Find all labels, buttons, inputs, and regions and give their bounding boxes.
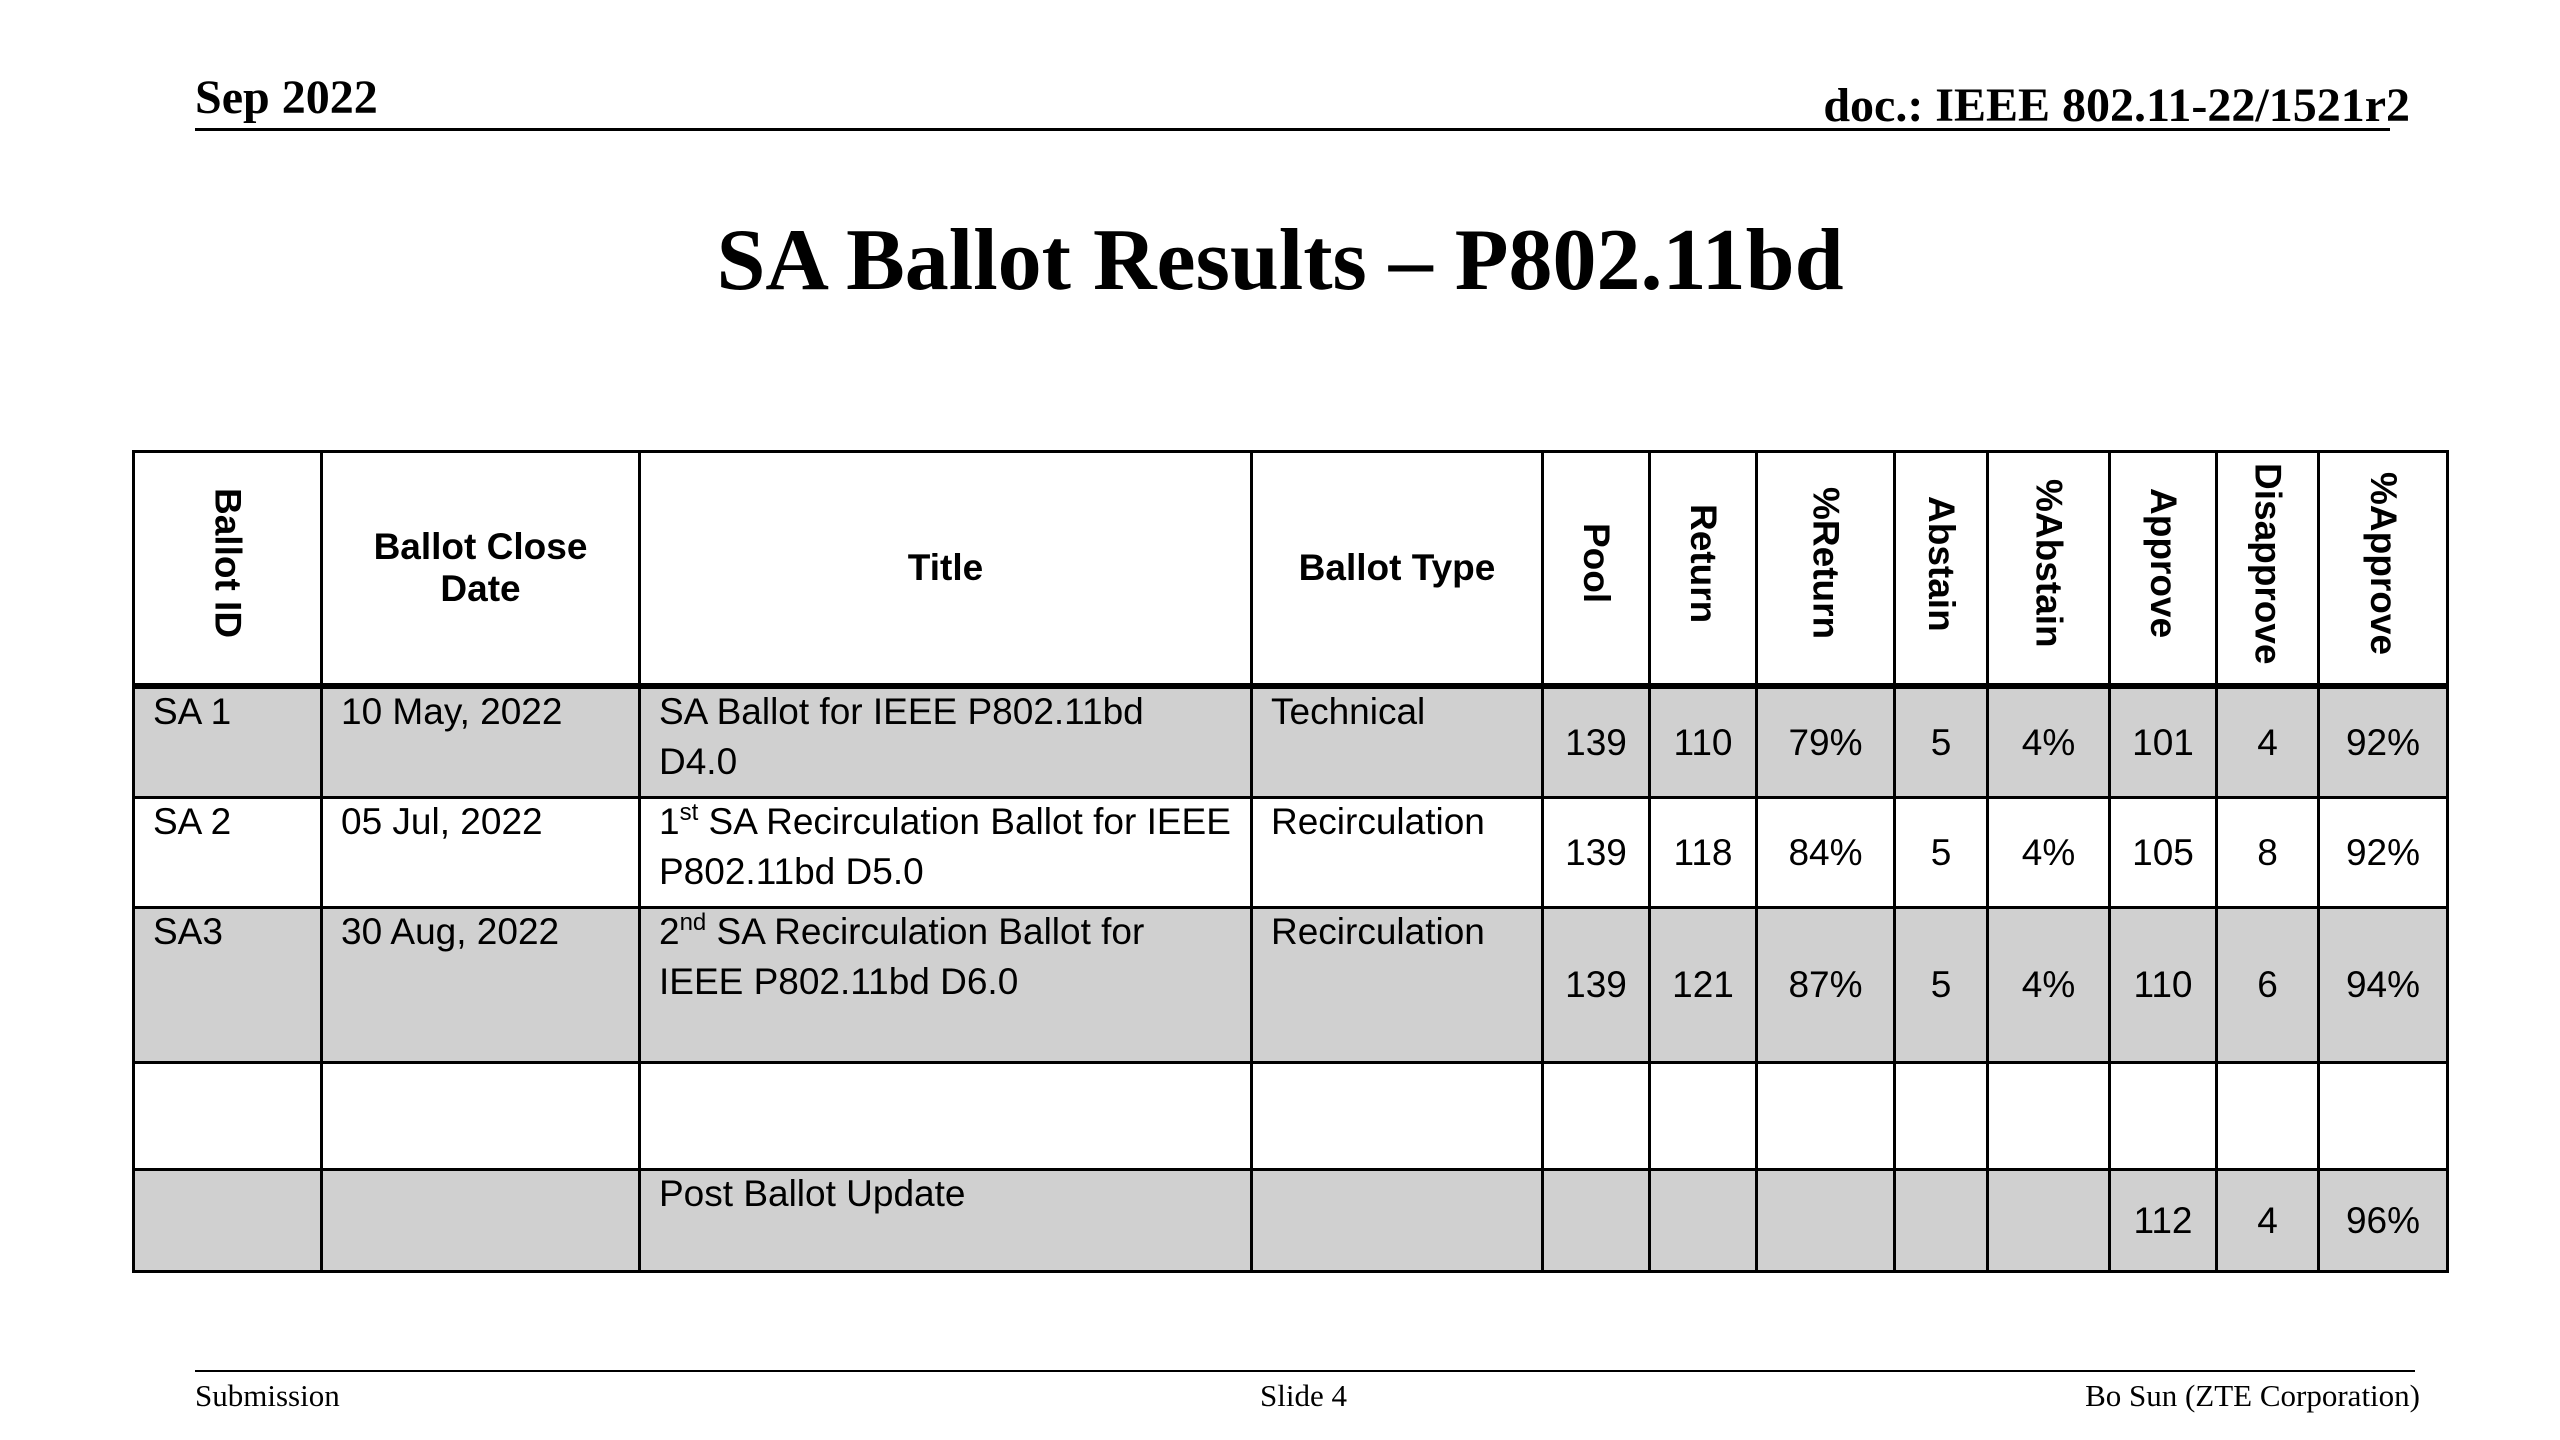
header-date: Sep 2022 [195,71,378,124]
cell-pct-abstain [1988,1170,2110,1272]
cell-pool: 139 [1543,798,1650,908]
cell-pct-approve: 92% [2319,686,2448,798]
cell-pct-return [1757,1170,1895,1272]
cell-title [640,1170,1252,1272]
table-header-row [134,452,2448,687]
cell-pct-abstain: 4% [1988,908,2110,1063]
cell-pool: 139 [1543,908,1650,1063]
ballot-results-table [132,450,2449,1273]
slide-title: SA Ballot Results – P802.11bd [716,212,1844,309]
cell-return [1650,1063,1757,1170]
cell-pct-return: 87% [1757,908,1895,1063]
cell-approve: 101 [2110,686,2217,798]
cell-pct-approve [2319,1063,2448,1170]
cell-title-text: SA Ballot for IEEE P802.11bd D4.0 [659,691,1144,782]
cell-title-superscript: st [679,799,699,826]
cell-abstain [1895,1063,1988,1170]
cell-return [1650,1170,1757,1272]
cell-pool: 139 [1543,686,1650,798]
header-pct-return [1757,452,1895,687]
cell-pool [1543,1170,1650,1272]
cell-close-date: 30 Aug, 2022 [322,908,640,1063]
cell-pool [1543,1063,1650,1170]
cell-approve: 105 [2110,798,2217,908]
cell-title-text: SA Recirculation Ballot for IEEE P802.11bd D5.0 [659,801,1231,892]
cell-title [640,686,1252,798]
footer-author: Bo Sun (ZTE Corporation) [2085,1378,2420,1413]
cell-abstain [1895,1170,1988,1272]
cell-ballot-id [134,1170,322,1272]
cell-disapprove: 4 [2217,686,2319,798]
cell-pct-abstain [1988,1063,2110,1170]
header-pct-approve [2319,452,2448,687]
table-row [134,1170,2448,1272]
header-abstain [1895,452,1988,687]
cell-ballot-id: SA 2 [134,798,322,908]
header-close-date: Ballot Close Date [322,452,640,687]
header-pool-label: Pool [1576,523,1617,604]
table-row [134,1063,2448,1170]
header-disapprove-label: Disapprove [2247,462,2289,665]
cell-disapprove: 4 [2217,1170,2319,1272]
cell-pct-return: 84% [1757,798,1895,908]
cell-ballot-type [1252,1170,1543,1272]
cell-ballot-id: SA 1 [134,686,322,798]
footer-submission: Submission [195,1378,340,1413]
table-row [134,686,2448,798]
header-ballot-id [134,452,322,687]
header-pct-approve-label: %Approve [2363,472,2404,655]
header-pool [1543,452,1650,687]
header-abstain-label: Abstain [1921,495,1962,632]
cell-close-date: 10 May, 2022 [322,686,640,798]
cell-disapprove: 6 [2217,908,2319,1063]
cell-pct-approve: 94% [2319,908,2448,1063]
cell-title [640,1063,1252,1170]
header-return-label: Return [1683,503,1724,624]
cell-return: 121 [1650,908,1757,1063]
cell-disapprove [2217,1063,2319,1170]
header-approve [2110,452,2217,687]
cell-close-date [322,1063,640,1170]
footer-divider [195,1370,2415,1372]
cell-disapprove: 8 [2217,798,2319,908]
cell-ballot-type [1252,1063,1543,1170]
cell-approve: 110 [2110,908,2217,1063]
header-approve-label: Approve [2143,488,2184,639]
cell-close-date: 05 Jul, 2022 [322,798,640,908]
table-row [134,908,2448,1063]
cell-ballot-id [134,1063,322,1170]
cell-ballot-type: Recirculation [1252,798,1543,908]
table-row [134,798,2448,908]
header-doc-id: doc.: IEEE 802.11-22/1521r2 [1823,79,2410,132]
header-pct-abstain [1988,452,2110,687]
header-pct-abstain-label: %Abstain [2028,479,2070,648]
cell-abstain: 5 [1895,908,1988,1063]
cell-title-text: SA Recirculation Ballot for IEEE P802.11bd D6.0 [659,911,1145,1002]
cell-pct-approve: 92% [2319,798,2448,908]
cell-close-date [322,1170,640,1272]
header-pct-return-label: %Return [1805,487,1847,640]
cell-title-prefix: 1 [659,801,680,842]
cell-approve: 112 [2110,1170,2217,1272]
cell-pct-approve: 96% [2319,1170,2448,1272]
cell-title [640,908,1252,1063]
cell-abstain: 5 [1895,686,1988,798]
cell-return: 118 [1650,798,1757,908]
cell-ballot-type: Recirculation [1252,908,1543,1063]
header-ballot-id-label: Ballot ID [207,488,249,639]
cell-title-superscript: nd [679,909,707,936]
header-return [1650,452,1757,687]
cell-approve [2110,1063,2217,1170]
header-disapprove [2217,452,2319,687]
cell-pct-abstain: 4% [1988,686,2110,798]
cell-pct-return [1757,1063,1895,1170]
header-divider [195,128,2390,131]
cell-return: 110 [1650,686,1757,798]
cell-title [640,798,1252,908]
cell-ballot-id: SA3 [134,908,322,1063]
header-title: Title [640,452,1252,687]
cell-pct-abstain: 4% [1988,798,2110,908]
cell-pct-return: 79% [1757,686,1895,798]
header-ballot-type: Ballot Type [1252,452,1543,687]
footer-slide-number: Slide 4 [1260,1378,1347,1413]
cell-ballot-type: Technical [1252,686,1543,798]
cell-title-text: Post Ballot Update [659,1173,966,1214]
cell-abstain: 5 [1895,798,1988,908]
cell-title-prefix: 2 [659,911,680,952]
